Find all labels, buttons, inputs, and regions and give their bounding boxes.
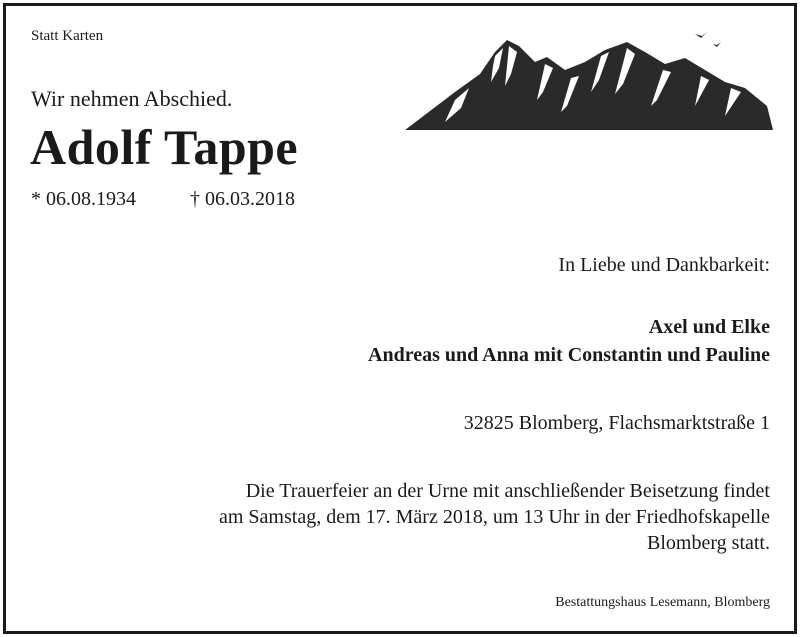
service-line: am Samstag, dem 17. März 2018, um 13 Uhr in der Friedhofskapelle <box>219 506 770 528</box>
mourner-line: Axel und Elke <box>648 316 770 338</box>
service-line: Die Trauerfeier an der Urne mit anschließender Beisetzung findet <box>245 480 770 502</box>
intro-text: Wir nehmen Abschied. <box>31 86 233 111</box>
service-details <box>219 478 770 556</box>
death-date: † 06.03.2018 <box>190 188 295 210</box>
service-line: Blomberg statt. <box>647 532 770 554</box>
gratitude-line: In Liebe und Dankbarkeit: <box>558 254 770 276</box>
undertaker-name: Bestattungshaus Lesemann, Blomberg <box>555 595 770 610</box>
mountain-range-icon <box>395 22 777 134</box>
birth-date: * 06.08.1934 <box>31 188 136 210</box>
mourner-line: Andreas und Anna mit Constantin und Pauline <box>368 344 770 366</box>
family-address: 32825 Blomberg, Flachsmarktstraße 1 <box>463 412 770 434</box>
header-note: Statt Karten <box>31 28 104 44</box>
deceased-name: Adolf Tappe <box>30 119 299 175</box>
